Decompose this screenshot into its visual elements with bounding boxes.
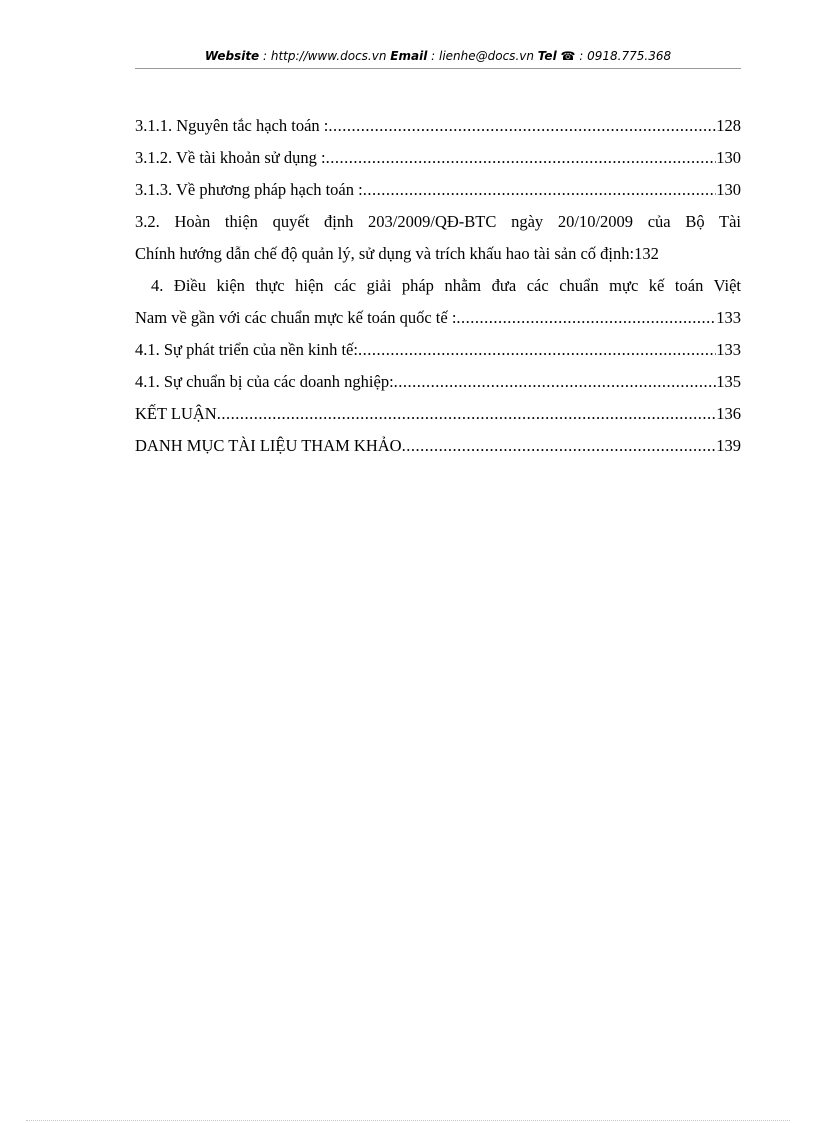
toc-entry-title: Nam về gần với các chuẩn mực kế toán quốc tế : [135, 308, 457, 327]
toc-dot-leader [326, 142, 717, 174]
toc-page-number: 130 [716, 180, 741, 199]
email-separator: : [427, 49, 439, 63]
toc-dot-leader [358, 334, 716, 366]
tel-separator: : [575, 49, 588, 63]
toc-entry-title: 4.1. Sự phát triển của nền kinh tế: [135, 340, 358, 359]
email-link[interactable]: lienhe@docs.vn [438, 49, 534, 63]
toc-entry-title: DANH MỤC TÀI LIỆU THAM KHẢO [135, 436, 402, 455]
toc-entry-title: 3.1.1. Nguyên tắc hạch toán : [135, 116, 329, 135]
toc-entry-title-first-line: 3.2. Hoàn thiện quyết định 203/2009/QĐ-BTC ngày 20/10/2009 của Bộ Tài [135, 212, 741, 231]
toc-entry[interactable] [135, 174, 741, 206]
toc-entry[interactable] [135, 366, 741, 398]
website-separator: : [259, 49, 271, 63]
tel-value: 0918.775.368 [587, 49, 672, 63]
toc-entry[interactable] [135, 142, 741, 174]
toc-dot-leader [394, 366, 717, 398]
toc-dot-leader [363, 174, 717, 206]
toc-entry[interactable] [135, 270, 741, 334]
website-link[interactable]: http://www.docs.vn [270, 49, 387, 63]
toc-dot-leader [402, 430, 717, 462]
toc-entry[interactable] [135, 110, 741, 142]
toc-page-number: 133 [716, 308, 741, 327]
toc-page-number: 136 [716, 404, 741, 423]
toc-page-number: 133 [716, 340, 741, 359]
toc-entry-title: 3.1.2. Về tài khoản sử dụng : [135, 148, 326, 167]
table-of-contents [135, 110, 741, 462]
toc-dot-leader [328, 110, 716, 142]
toc-page-number: 135 [716, 372, 741, 391]
toc-page-number: 130 [716, 148, 741, 167]
toc-entry[interactable] [135, 206, 741, 270]
toc-entry[interactable] [135, 430, 741, 462]
website-label: Website [204, 49, 260, 63]
page-bottom-edge [26, 1120, 790, 1121]
email-label: Email [390, 49, 428, 63]
toc-page-number: 132 [634, 244, 659, 263]
phone-icon: ☎ [560, 49, 576, 63]
page-header [135, 44, 741, 69]
toc-page-number: 128 [716, 116, 741, 135]
toc-dot-leader [217, 398, 717, 430]
toc-entry-title-first-line: 4. Điều kiện thực hiện các giải pháp nhằm đưa các chuẩn mực kế toán Việt [151, 276, 741, 295]
toc-entry-title: 3.1.3. Về phương pháp hạch toán : [135, 180, 363, 199]
toc-dot-leader [456, 302, 716, 334]
toc-entry-title: 4.1. Sự chuẩn bị của các doanh nghiệp: [135, 372, 394, 391]
toc-entry[interactable] [135, 334, 741, 366]
toc-entry-title: KẾT LUẬN [135, 404, 217, 423]
tel-label: Tel [537, 49, 557, 63]
toc-entry[interactable] [135, 398, 741, 430]
toc-page-number: 139 [716, 436, 741, 455]
toc-entry-title: Chính hướng dẫn chế độ quản lý, sử dụng và trích khấu hao tài sản cố định: [135, 244, 635, 263]
